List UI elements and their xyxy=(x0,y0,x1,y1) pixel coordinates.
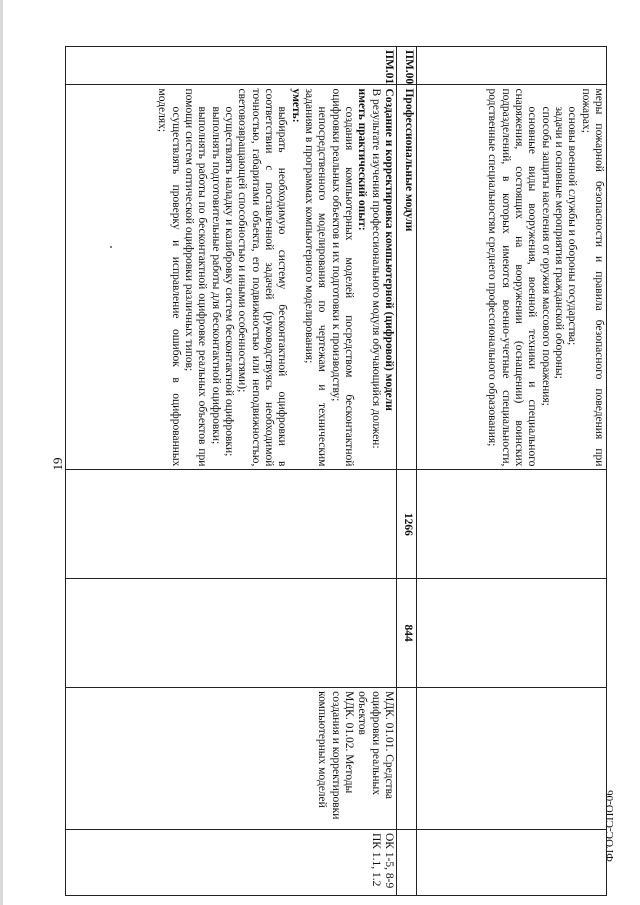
table-row-pm01 xyxy=(66,47,397,896)
skill-item: осуществлять проверку и исправление ошибок в оцифрованных моделях; xyxy=(156,88,182,467)
discipline-item: МДК. 01.02. Методы создания и корректировки компьютерных моделей xyxy=(316,691,356,820)
cell-comp-empty xyxy=(417,829,607,895)
practical-item: непосредственного моделирования по чертежам и техническим заданиям в программах компьютерного моделирования; xyxy=(303,88,329,467)
practical-heading: иметь практический опыт: xyxy=(356,88,369,231)
cell-safety-content xyxy=(417,85,607,470)
cell-code: ПМ.01 xyxy=(66,47,397,85)
table-row-safety xyxy=(417,47,607,896)
scan-edge xyxy=(0,0,3,905)
cell-comp-empty xyxy=(397,829,417,895)
curriculum-table xyxy=(65,46,607,896)
cell-disc-empty xyxy=(417,688,607,830)
page-number: 19 xyxy=(50,457,65,471)
cell-competencies xyxy=(66,829,397,895)
cell-module-content xyxy=(66,85,397,470)
text-line: основные виды вооружения, военной техники и специального снаряжения, состоящих на вооружении (оснащении) воинских подразделений, в которых имеются военно-учетные специальности, родственные специальностям среднего профессионального образования; xyxy=(486,88,539,467)
practical-item: создания компьютерных моделей посредством бесконтактной оцифровки реальных объектов и их подготовки к производству; xyxy=(329,88,356,467)
skill-item: выполнять работы по бесконтактной оцифровке реальных объектов при помощи систем оптической оцифровки различных типов; xyxy=(183,88,209,467)
cell-code-empty xyxy=(417,47,607,85)
cell-oblig-empty xyxy=(66,579,397,688)
cell-max-empty xyxy=(417,470,607,579)
skills-heading: уметь: xyxy=(289,88,302,123)
rotated-table-wrapper xyxy=(65,46,607,896)
skill-item: осуществлять наладку и калибровку систем бесконтактной оцифровки; xyxy=(223,106,236,457)
competency-code: ОК 1-5, 8-9 xyxy=(383,832,395,889)
cell-oblig-empty xyxy=(417,579,607,688)
module-intro: В результате изучения профессионального модуля обучающийся должен: xyxy=(369,88,382,449)
module-title: Создание и корректировка компьютерной (цифровой) модели xyxy=(383,88,395,411)
cell-disc-empty xyxy=(397,688,417,830)
text-line: меры пожарной безопасности и правила безопасного поведения при пожарах; xyxy=(579,88,605,467)
footer-standard-code: ФГОС-СПО-06 xyxy=(604,790,616,862)
discipline-item: МДК. 01.01. Средства оцифровки реальных объектов xyxy=(356,691,395,799)
text-line: задачи и основные мероприятия гражданской обороны; xyxy=(553,106,566,379)
skill-item: выполнять подготовительные работы для бесконтактной оцифровки; xyxy=(209,106,222,445)
text-line: способы защиты населения от оружия массового поражения; xyxy=(539,106,552,406)
cell-disciplines xyxy=(66,688,397,830)
cell-max-hours: 1266 xyxy=(397,470,417,579)
cell-code: ПМ.00 xyxy=(397,47,417,85)
competency-code: ПК 1.1, 1.2 xyxy=(369,832,382,887)
text-line: основы военной службы и обороны государства; xyxy=(566,106,579,346)
cell-max-empty xyxy=(66,470,397,579)
cell-title: Профессиональные модули xyxy=(397,85,417,470)
skill-item: выбирать необходимую систему бесконтактной оцифровки в соответствии с поставленной задачей (руководствуясь необходимой точностью, габаритами объекта, его подвижностью или неподвижностью, световозвращающей способностью и иными особенностями); xyxy=(236,88,289,467)
table-row-pm00 xyxy=(397,47,417,896)
cell-obligatory-hours: 844 xyxy=(397,579,417,688)
